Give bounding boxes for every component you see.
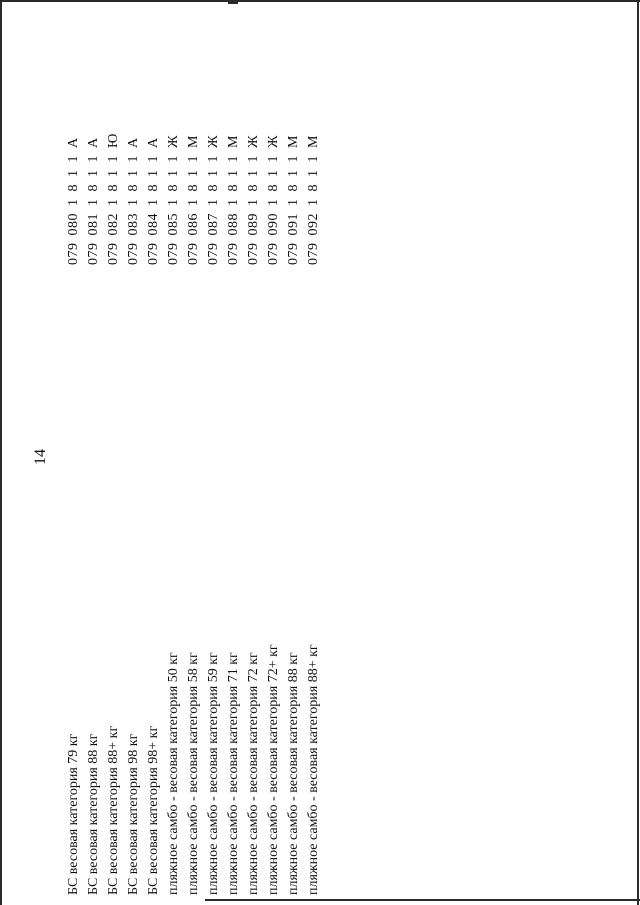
row-name: пляжное самбо - весовая категория 50 кг [166,652,181,895]
row-name: пляжное самбо - весовая категория 72+ кг [266,644,281,895]
row-name: пляжное самбо - весовая категория 71 кг [226,652,241,895]
row-name: пляжное самбо - весовая категория 59 кг [206,652,221,895]
row-name: БС весовая категория 98+ кг [146,725,161,895]
row-name: БС весовая категория 88 кг [86,733,101,895]
row-code: 079 091 1 8 1 1 М [286,135,301,265]
row-code: 079 092 1 8 1 1 М [306,135,321,265]
page-number: 14 [32,449,49,465]
row-code: 079 088 1 8 1 1 М [226,135,241,265]
row-code: 079 086 1 8 1 1 М [186,135,201,265]
row-code: 079 080 1 8 1 1 А [66,137,81,265]
row-code: 079 090 1 8 1 1 Ж [266,134,281,265]
row-name: БС весовая категория 98 кг [126,733,141,895]
row-name: пляжное самбо - весовая категория 72 кг [246,652,261,895]
row-name: пляжное самбо - весовая категория 88 кг [286,652,301,895]
row-code: 079 085 1 8 1 1 Ж [166,134,181,265]
row-code: 079 082 1 8 1 1 Ю [106,133,121,265]
row-code: 079 084 1 8 1 1 А [146,137,161,265]
row-code: 079 083 1 8 1 1 А [126,137,141,265]
row-code: 079 081 1 8 1 1 А [86,137,101,265]
row-name: пляжное самбо - весовая категория 88+ кг [306,644,321,895]
row-code: 079 089 1 8 1 1 Ж [246,134,261,265]
row-name: БС весовая категория 79 кг [66,733,81,895]
row-name: пляжное самбо - весовая категория 58 кг [186,652,201,895]
row-name: БС весовая категория 88+ кг [106,725,121,895]
row-code: 079 087 1 8 1 1 Ж [206,134,221,265]
